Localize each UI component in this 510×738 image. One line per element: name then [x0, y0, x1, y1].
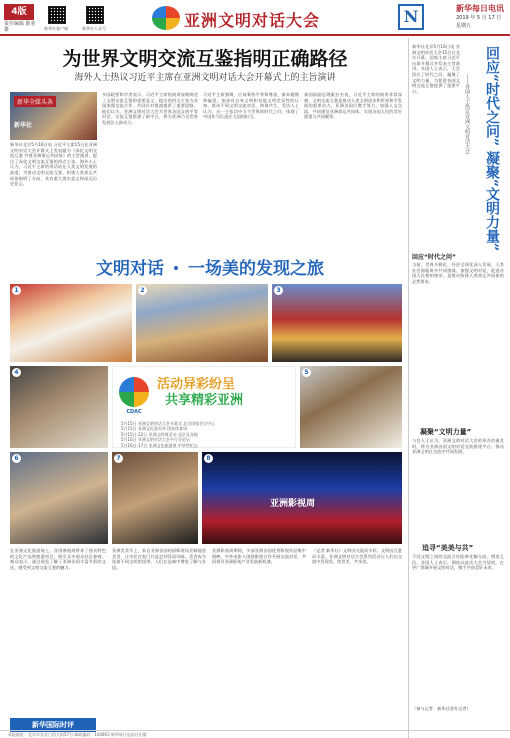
page-footer: 本报地址：北京市宣武门西大街57号 邮政编码：100803 新华每日电讯社出版: [0, 730, 510, 738]
article-column: 在亚洲文化旅游展上，各国参展商带来了独具特色的文化产品和旅游项目，吸引众多观众驻足参观。观众表示，通过展览了解了亚洲各国丰富多彩的文化，感受到文明交流互鉴的魅力。: [10, 548, 106, 570]
gallery-title: [10, 254, 410, 282]
schedule-line: 5月16日-17日 亚洲文化旅游展 中华世纪坛: [121, 442, 198, 448]
schedule-line: 5月15日 亚洲文化嘉年华 国家体育场: [121, 426, 188, 432]
photo-number: 2: [138, 286, 147, 295]
article-column: 多国政要和学者表示，习近平主席的演讲深刻阐述了文明交流互鉴的重要意义，提出的四点主张为各国加强交流合作、共同应对挑战提供了重要思路。他们认为，亚洲文明对话大会为世界各国文明平等对话、交流互鉴搭建了新平台，将为亚洲乃至世界发展注入新动力。: [102, 92, 198, 125]
page-number: 4版: [4, 4, 34, 20]
photo-number: 8: [204, 454, 213, 463]
schedule-line: 5月15日 亚洲文明对话大会开幕式 北京国家会议中心: [121, 421, 216, 426]
cdac-logo-icon: [119, 377, 149, 407]
subheadline: 海外人士热议习近平主席在亚洲文明对话大会开幕式上的主旨演讲: [74, 73, 336, 83]
headline[interactable]: 为世界文明交流互鉴指明正确路径: [62, 48, 348, 70]
right-section-heading: 凝聚“文明力量”: [420, 428, 472, 436]
lead-channel: 新华社: [14, 122, 33, 129]
lead-tag: 新华全媒头条: [14, 96, 56, 107]
photo-number: 6: [12, 454, 21, 463]
page-header: [0, 0, 510, 36]
gallery-title-left: 文明对话: [96, 259, 164, 279]
section-editor: 责任编辑 陈亚雄: [4, 21, 36, 33]
gallery-photo[interactable]: [10, 452, 108, 544]
qr-code-icon[interactable]: [48, 6, 66, 24]
photo-number: 7: [114, 454, 123, 463]
article-column: 亚洲影视周期间，多部亚洲各国优秀影视作品集中展映，中外电影人围绕影视合作开展交流对话，共同探讨亚洲影视产业发展新机遇。: [212, 548, 306, 565]
commentary-logo[interactable]: 新华国际时评: [10, 718, 96, 732]
article-column: 亚洲美食节上，来自亚洲各国的厨师现场烹制地道美食，让市民在家门口品尝到异国风味。美食成为连接不同文明的纽带，人们在品味中增进了解与友谊。: [112, 548, 206, 570]
banner-title: 亚洲文明对话大会: [184, 11, 321, 30]
article-column: 与会人士认为，亚洲文明对话大会的举办恰逢其时，将为亚洲各国文明对话交流搭建平台，推动亚洲文明在交流中共同发展。: [412, 438, 504, 455]
schedule-line: 5月16日 亚洲文明对话大会平行分论坛: [121, 437, 190, 443]
gallery-photo[interactable]: [300, 366, 402, 448]
article-column: 泰国前副总理素拉杰说，习近平主席的演讲非常深刻，文明交流互鉴是推动人类文明进步和世界和平发展的重要动力。亚洲各国应携手努力，加强人文交流，共同建设亚洲命运共同体，实现各国人民的美好愿望与共同繁荣。: [304, 92, 402, 120]
article-column: （参与记者：新华社驻外记者）: [412, 706, 471, 711]
promo-title-2: 共享精彩亚洲: [165, 393, 244, 408]
gallery-title-right: 一场美的发现之旅: [188, 259, 324, 279]
right-headline[interactable]: 回应“时代之问” 凝聚“文明力量”: [484, 46, 500, 252]
photo-number: 4: [12, 368, 21, 377]
newspaper-logo-icon: N: [398, 4, 424, 30]
stage-caption: 亚洲影视周: [270, 499, 316, 509]
gallery-photo[interactable]: [272, 284, 402, 362]
article-column: （记者 新华社）文明因交流而多彩，文明因互鉴而丰富。亚洲文明对话大会系列活动让人们在交流中发现美、欣赏美、共享美。: [312, 548, 402, 565]
promo-schedule: [121, 421, 293, 448]
issue-date: 2019 年 5 月 17 日: [456, 15, 502, 21]
qr-label: 新华社客户端: [44, 26, 68, 31]
right-section-heading: 回应“时代之问”: [412, 254, 456, 261]
event-promo[interactable]: [112, 366, 296, 448]
gallery-photo[interactable]: [112, 452, 198, 544]
article-column: 当前，世界多极化、经济全球化深入发展，人类社会面临诸多共同挑战。加强文明对话，促进各国人民相知相亲，是推动构建人类命运共同体的必然要求。: [412, 262, 504, 284]
photo-number: 3: [274, 286, 283, 295]
article-column: 习近平主席强调，应该秉持平等和尊重，摒弃傲慢和偏见，加深对自身文明和其他文明差异性的认知，推动不同文明交流对话、和谐共生。受访人士认为，这一主张切中当今世界的时代之问，体现了中国作为负责任大国的担当。: [203, 92, 299, 120]
right-section-heading: 追寻“美美与共”: [422, 544, 474, 552]
promo-logo-text: CDAC: [126, 409, 142, 415]
right-subheadline: ——各国人士热议亚洲文明对话大会: [464, 74, 470, 154]
masthead: 新华每日电讯: [456, 4, 504, 13]
cdac-logo-icon: [152, 6, 180, 30]
schedule-line: 5月15日-22日 亚洲文明周活动 北京及各地: [121, 431, 198, 437]
article-column: 不同文明之间的交流合作能够化解分歧、增进互信。各国人士表示，期待以此次大会为契机，在更广领域开展文明对话，携手共创美好未来。: [412, 554, 504, 571]
photo-number: 1: [12, 286, 21, 295]
gallery-photo[interactable]: [10, 366, 108, 448]
issue-weekday: 星期五: [456, 23, 472, 29]
qr-code-icon[interactable]: [86, 6, 104, 24]
qr-label: 新华社公众号: [82, 26, 106, 31]
promo-title-1: 活动异彩纷呈: [157, 377, 236, 392]
photo-number: 5: [302, 368, 311, 377]
article-column: 新华社北京5月16日电 亚洲文明对话大会15日在北京开幕。国家主席习近平出席开幕式并发表主旨演讲。多国人士表示，大会回应了时代之问，凝聚了文明力量，为促进各国文明交流互鉴提供了重要平台。: [412, 44, 460, 94]
article-column: 新华社北京5月16日电 习近平主席15日在亚洲文明对话大会开幕式上发表题为《深化文明交流互鉴 共建亚洲命运共同体》的主旨演讲，提出了深化文明交流互鉴的四点主张。海外人士认为，习近平主席的讲话站在人类文明发展的高度，为推动文明交流互鉴、构建人类命运共同体指明了方向，具有重大现实意义和深远历史意义。: [10, 142, 97, 187]
dot-icon: [174, 266, 178, 270]
gallery-photo[interactable]: [136, 284, 268, 362]
gallery-photo[interactable]: [10, 284, 132, 362]
